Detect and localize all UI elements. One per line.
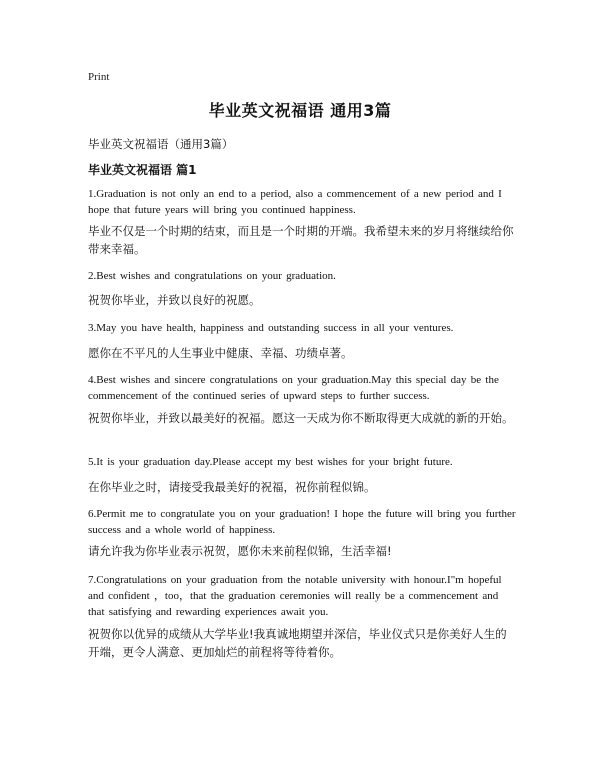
page-title: 毕业英文祝福语 通用3篇 bbox=[208, 101, 392, 120]
chinese-paragraph-4: 祝贺你毕业，并致以最美好的祝福。愿这一天成为你不断取得更大成就的新的开始。 bbox=[88, 411, 514, 425]
chinese-paragraph-6: 请允许我为你毕业表示祝贺，愿你未来前程似锦，生活幸福! bbox=[88, 544, 392, 558]
chinese-paragraph-2: 祝贺你毕业，并致以良好的祝愿。 bbox=[88, 293, 261, 307]
english-paragraph-5: 5.It is your graduation day.Please accept my best wishes for your bright future. bbox=[88, 456, 453, 468]
section-heading: 毕业英文祝福语 篇1 bbox=[88, 163, 197, 177]
english-paragraph-2: 2.Best wishes and congratulations on your graduation. bbox=[88, 270, 336, 282]
english-paragraph-4: 4.Best wishes and sincere congratulations on your graduation.May this special day be the commencement of the continued series of upward steps to further success. bbox=[88, 374, 499, 402]
chinese-paragraph-1: 毕业不仅是一个时期的结束，而且是一个时期的开端。我希望未来的岁月将继续给你带来幸福。 bbox=[88, 224, 514, 256]
chinese-paragraph-5: 在你毕业之时，请接受我最美好的祝福，祝你前程似锦。 bbox=[88, 480, 376, 494]
print-link[interactable]: Print bbox=[88, 71, 110, 83]
english-paragraph-6: 6.Permit me to congratulate you on your graduation! I hope the future will bring you further success and a whole world of happiness. bbox=[88, 508, 516, 536]
chinese-paragraph-3: 愿你在不平凡的人生事业中健康、幸福、功绩卓著。 bbox=[88, 346, 353, 360]
english-paragraph-3: 3.May you have health, happiness and outstanding success in all your ventures. bbox=[88, 322, 454, 334]
english-paragraph-1: 1.Graduation is not only an end to a period, also a commencement of a new period and I hope that future years will bring you continued happiness. bbox=[88, 188, 502, 216]
english-paragraph-7: 7.Congratulations on your graduation from the notable university with honour.I"m hopeful and confident ，too，that the graduation ceremonies will really be a commencement and that satisfying and rewarding experiences await you. bbox=[88, 574, 502, 618]
document-subtitle: 毕业英文祝福语（通用3篇） bbox=[88, 137, 234, 151]
chinese-paragraph-7: 祝贺你以优异的成绩从大学毕业!我真诚地期望并深信，毕业仪式只是你美好人生的开端，更令人满意、更加灿烂的前程将等待着你。 bbox=[88, 627, 507, 659]
